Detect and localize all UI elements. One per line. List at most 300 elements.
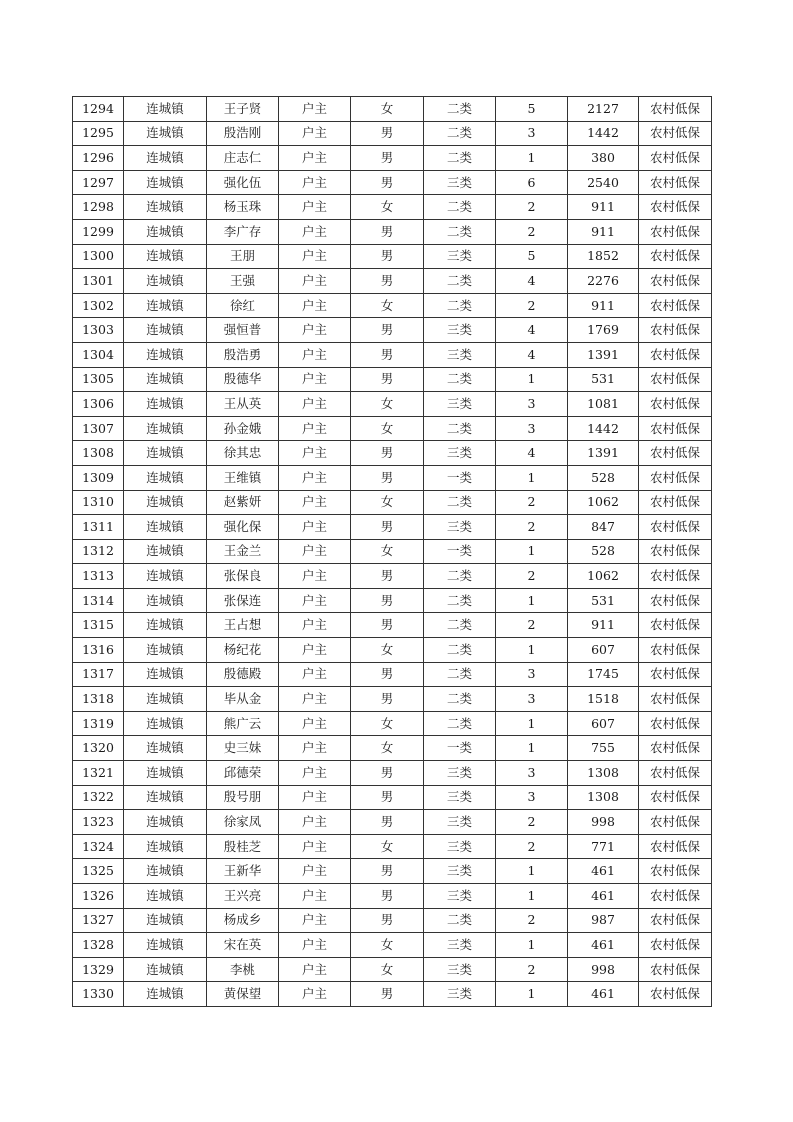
household-size-cell: 2 [496, 219, 568, 244]
household-size-cell: 3 [496, 416, 568, 441]
serial-number-cell: 1321 [73, 761, 124, 786]
category-cell: 三类 [424, 170, 496, 195]
relation-cell: 户主 [279, 293, 351, 318]
town-cell: 连城镇 [124, 392, 207, 417]
amount-cell: 461 [568, 859, 639, 884]
gender-cell: 男 [351, 515, 424, 540]
gender-cell: 男 [351, 367, 424, 392]
table-row [73, 662, 712, 687]
gender-cell: 女 [351, 97, 424, 122]
program-type-cell: 农村低保 [639, 711, 712, 736]
serial-number-cell: 1294 [73, 97, 124, 122]
gender-cell: 男 [351, 982, 424, 1007]
name-cell: 张保连 [207, 588, 279, 613]
relation-cell: 户主 [279, 342, 351, 367]
serial-number-cell: 1297 [73, 170, 124, 195]
table-row [73, 564, 712, 589]
town-cell: 连城镇 [124, 834, 207, 859]
amount-cell: 1062 [568, 564, 639, 589]
town-cell: 连城镇 [124, 884, 207, 909]
program-type-cell: 农村低保 [639, 884, 712, 909]
serial-number-cell: 1316 [73, 638, 124, 663]
town-cell: 连城镇 [124, 342, 207, 367]
relation-cell: 户主 [279, 515, 351, 540]
relation-cell: 户主 [279, 711, 351, 736]
amount-cell: 847 [568, 515, 639, 540]
name-cell: 徐其忠 [207, 441, 279, 466]
household-size-cell: 1 [496, 638, 568, 663]
name-cell: 殷浩勇 [207, 342, 279, 367]
gender-cell: 男 [351, 613, 424, 638]
gender-cell: 男 [351, 342, 424, 367]
gender-cell: 女 [351, 933, 424, 958]
category-cell: 二类 [424, 293, 496, 318]
name-cell: 李桃 [207, 957, 279, 982]
amount-cell: 1769 [568, 318, 639, 343]
serial-number-cell: 1309 [73, 465, 124, 490]
table-row [73, 908, 712, 933]
name-cell: 王从英 [207, 392, 279, 417]
table-row [73, 269, 712, 294]
relation-cell: 户主 [279, 933, 351, 958]
town-cell: 连城镇 [124, 711, 207, 736]
category-cell: 三类 [424, 859, 496, 884]
gender-cell: 男 [351, 170, 424, 195]
amount-cell: 461 [568, 982, 639, 1007]
household-size-cell: 1 [496, 933, 568, 958]
relation-cell: 户主 [279, 810, 351, 835]
amount-cell: 461 [568, 933, 639, 958]
amount-cell: 528 [568, 539, 639, 564]
table-row [73, 170, 712, 195]
program-type-cell: 农村低保 [639, 539, 712, 564]
town-cell: 连城镇 [124, 687, 207, 712]
serial-number-cell: 1295 [73, 121, 124, 146]
program-type-cell: 农村低保 [639, 588, 712, 613]
category-cell: 二类 [424, 711, 496, 736]
name-cell: 徐家凤 [207, 810, 279, 835]
serial-number-cell: 1313 [73, 564, 124, 589]
serial-number-cell: 1311 [73, 515, 124, 540]
gender-cell: 女 [351, 711, 424, 736]
table-row [73, 121, 712, 146]
program-type-cell: 农村低保 [639, 564, 712, 589]
amount-cell: 531 [568, 367, 639, 392]
program-type-cell: 农村低保 [639, 195, 712, 220]
program-type-cell: 农村低保 [639, 342, 712, 367]
name-cell: 李广存 [207, 219, 279, 244]
program-type-cell: 农村低保 [639, 785, 712, 810]
town-cell: 连城镇 [124, 810, 207, 835]
amount-cell: 607 [568, 711, 639, 736]
table-row [73, 613, 712, 638]
town-cell: 连城镇 [124, 662, 207, 687]
program-type-cell: 农村低保 [639, 465, 712, 490]
town-cell: 连城镇 [124, 613, 207, 638]
table-body [73, 97, 712, 1007]
program-type-cell: 农村低保 [639, 367, 712, 392]
relation-cell: 户主 [279, 662, 351, 687]
serial-number-cell: 1299 [73, 219, 124, 244]
table-row [73, 539, 712, 564]
serial-number-cell: 1323 [73, 810, 124, 835]
category-cell: 三类 [424, 785, 496, 810]
program-type-cell: 农村低保 [639, 613, 712, 638]
household-size-cell: 5 [496, 97, 568, 122]
town-cell: 连城镇 [124, 982, 207, 1007]
program-type-cell: 农村低保 [639, 957, 712, 982]
category-cell: 三类 [424, 884, 496, 909]
category-cell: 三类 [424, 392, 496, 417]
town-cell: 连城镇 [124, 933, 207, 958]
relation-cell: 户主 [279, 834, 351, 859]
serial-number-cell: 1328 [73, 933, 124, 958]
household-size-cell: 2 [496, 908, 568, 933]
serial-number-cell: 1312 [73, 539, 124, 564]
serial-number-cell: 1296 [73, 146, 124, 171]
category-cell: 二类 [424, 490, 496, 515]
name-cell: 殷桂芝 [207, 834, 279, 859]
program-type-cell: 农村低保 [639, 490, 712, 515]
household-size-cell: 1 [496, 982, 568, 1007]
amount-cell: 911 [568, 613, 639, 638]
table-row [73, 293, 712, 318]
household-size-cell: 4 [496, 441, 568, 466]
town-cell: 连城镇 [124, 97, 207, 122]
town-cell: 连城镇 [124, 170, 207, 195]
town-cell: 连城镇 [124, 957, 207, 982]
program-type-cell: 农村低保 [639, 269, 712, 294]
category-cell: 三类 [424, 761, 496, 786]
relation-cell: 户主 [279, 269, 351, 294]
household-size-cell: 6 [496, 170, 568, 195]
program-type-cell: 农村低保 [639, 908, 712, 933]
relation-cell: 户主 [279, 490, 351, 515]
table-row [73, 219, 712, 244]
table-row [73, 687, 712, 712]
table-row [73, 318, 712, 343]
amount-cell: 1081 [568, 392, 639, 417]
relation-cell: 户主 [279, 761, 351, 786]
town-cell: 连城镇 [124, 564, 207, 589]
serial-number-cell: 1319 [73, 711, 124, 736]
serial-number-cell: 1300 [73, 244, 124, 269]
gender-cell: 男 [351, 269, 424, 294]
table-row [73, 244, 712, 269]
relation-cell: 户主 [279, 146, 351, 171]
town-cell: 连城镇 [124, 121, 207, 146]
program-type-cell: 农村低保 [639, 170, 712, 195]
town-cell: 连城镇 [124, 195, 207, 220]
name-cell: 强化保 [207, 515, 279, 540]
household-size-cell: 4 [496, 342, 568, 367]
household-size-cell: 1 [496, 884, 568, 909]
amount-cell: 1745 [568, 662, 639, 687]
program-type-cell: 农村低保 [639, 761, 712, 786]
program-type-cell: 农村低保 [639, 810, 712, 835]
town-cell: 连城镇 [124, 490, 207, 515]
category-cell: 二类 [424, 146, 496, 171]
gender-cell: 男 [351, 564, 424, 589]
amount-cell: 1442 [568, 416, 639, 441]
category-cell: 二类 [424, 908, 496, 933]
table-row [73, 588, 712, 613]
gender-cell: 男 [351, 146, 424, 171]
town-cell: 连城镇 [124, 515, 207, 540]
name-cell: 强恒普 [207, 318, 279, 343]
serial-number-cell: 1318 [73, 687, 124, 712]
table-row [73, 834, 712, 859]
name-cell: 王新华 [207, 859, 279, 884]
town-cell: 连城镇 [124, 465, 207, 490]
category-cell: 三类 [424, 834, 496, 859]
table-row [73, 146, 712, 171]
serial-number-cell: 1324 [73, 834, 124, 859]
category-cell: 二类 [424, 269, 496, 294]
relation-cell: 户主 [279, 613, 351, 638]
category-cell: 三类 [424, 244, 496, 269]
table-row [73, 859, 712, 884]
gender-cell: 男 [351, 465, 424, 490]
relation-cell: 户主 [279, 785, 351, 810]
serial-number-cell: 1320 [73, 736, 124, 761]
gender-cell: 女 [351, 638, 424, 663]
serial-number-cell: 1329 [73, 957, 124, 982]
town-cell: 连城镇 [124, 588, 207, 613]
program-type-cell: 农村低保 [639, 293, 712, 318]
table-row [73, 638, 712, 663]
household-size-cell: 1 [496, 859, 568, 884]
name-cell: 史三妹 [207, 736, 279, 761]
gender-cell: 女 [351, 416, 424, 441]
table-row [73, 490, 712, 515]
table-row [73, 711, 712, 736]
serial-number-cell: 1315 [73, 613, 124, 638]
table-row [73, 736, 712, 761]
amount-cell: 771 [568, 834, 639, 859]
town-cell: 连城镇 [124, 219, 207, 244]
program-type-cell: 农村低保 [639, 638, 712, 663]
table-row [73, 982, 712, 1007]
household-size-cell: 3 [496, 392, 568, 417]
table-row [73, 441, 712, 466]
household-size-cell: 2 [496, 515, 568, 540]
gender-cell: 男 [351, 859, 424, 884]
program-type-cell: 农村低保 [639, 515, 712, 540]
relation-cell: 户主 [279, 638, 351, 663]
program-type-cell: 农村低保 [639, 416, 712, 441]
town-cell: 连城镇 [124, 441, 207, 466]
serial-number-cell: 1302 [73, 293, 124, 318]
serial-number-cell: 1310 [73, 490, 124, 515]
town-cell: 连城镇 [124, 269, 207, 294]
household-size-cell: 5 [496, 244, 568, 269]
table-row [73, 195, 712, 220]
category-cell: 一类 [424, 736, 496, 761]
gender-cell: 女 [351, 490, 424, 515]
name-cell: 殷德殿 [207, 662, 279, 687]
serial-number-cell: 1307 [73, 416, 124, 441]
amount-cell: 911 [568, 195, 639, 220]
relation-cell: 户主 [279, 908, 351, 933]
household-size-cell: 4 [496, 318, 568, 343]
name-cell: 殷德华 [207, 367, 279, 392]
amount-cell: 998 [568, 810, 639, 835]
category-cell: 二类 [424, 367, 496, 392]
amount-cell: 461 [568, 884, 639, 909]
table-row [73, 761, 712, 786]
household-size-cell: 1 [496, 711, 568, 736]
amount-cell: 1062 [568, 490, 639, 515]
name-cell: 杨成乡 [207, 908, 279, 933]
name-cell: 王金兰 [207, 539, 279, 564]
serial-number-cell: 1306 [73, 392, 124, 417]
program-type-cell: 农村低保 [639, 244, 712, 269]
relation-cell: 户主 [279, 465, 351, 490]
category-cell: 三类 [424, 982, 496, 1007]
program-type-cell: 农村低保 [639, 318, 712, 343]
amount-cell: 528 [568, 465, 639, 490]
category-cell: 二类 [424, 416, 496, 441]
serial-number-cell: 1304 [73, 342, 124, 367]
category-cell: 二类 [424, 662, 496, 687]
serial-number-cell: 1322 [73, 785, 124, 810]
category-cell: 一类 [424, 539, 496, 564]
relation-cell: 户主 [279, 441, 351, 466]
town-cell: 连城镇 [124, 859, 207, 884]
name-cell: 庄志仁 [207, 146, 279, 171]
program-type-cell: 农村低保 [639, 97, 712, 122]
household-size-cell: 3 [496, 121, 568, 146]
town-cell: 连城镇 [124, 908, 207, 933]
category-cell: 三类 [424, 515, 496, 540]
gender-cell: 男 [351, 121, 424, 146]
relation-cell: 户主 [279, 416, 351, 441]
table-row [73, 884, 712, 909]
table-row [73, 785, 712, 810]
amount-cell: 987 [568, 908, 639, 933]
name-cell: 邱德荣 [207, 761, 279, 786]
serial-number-cell: 1298 [73, 195, 124, 220]
amount-cell: 531 [568, 588, 639, 613]
gender-cell: 男 [351, 318, 424, 343]
relation-cell: 户主 [279, 539, 351, 564]
relation-cell: 户主 [279, 97, 351, 122]
relation-cell: 户主 [279, 170, 351, 195]
relation-cell: 户主 [279, 367, 351, 392]
category-cell: 二类 [424, 97, 496, 122]
amount-cell: 998 [568, 957, 639, 982]
program-type-cell: 农村低保 [639, 933, 712, 958]
gender-cell: 男 [351, 785, 424, 810]
category-cell: 二类 [424, 564, 496, 589]
name-cell: 黄保望 [207, 982, 279, 1007]
amount-cell: 1518 [568, 687, 639, 712]
program-type-cell: 农村低保 [639, 219, 712, 244]
gender-cell: 女 [351, 195, 424, 220]
relation-cell: 户主 [279, 392, 351, 417]
amount-cell: 1852 [568, 244, 639, 269]
household-size-cell: 2 [496, 957, 568, 982]
household-size-cell: 3 [496, 687, 568, 712]
gender-cell: 男 [351, 908, 424, 933]
town-cell: 连城镇 [124, 638, 207, 663]
table-row [73, 515, 712, 540]
gender-cell: 女 [351, 392, 424, 417]
household-size-cell: 2 [496, 810, 568, 835]
town-cell: 连城镇 [124, 146, 207, 171]
program-type-cell: 农村低保 [639, 146, 712, 171]
name-cell: 赵紫妍 [207, 490, 279, 515]
amount-cell: 380 [568, 146, 639, 171]
serial-number-cell: 1330 [73, 982, 124, 1007]
name-cell: 殷浩刚 [207, 121, 279, 146]
relation-cell: 户主 [279, 318, 351, 343]
serial-number-cell: 1301 [73, 269, 124, 294]
name-cell: 徐红 [207, 293, 279, 318]
category-cell: 二类 [424, 195, 496, 220]
category-cell: 三类 [424, 342, 496, 367]
name-cell: 王朋 [207, 244, 279, 269]
amount-cell: 607 [568, 638, 639, 663]
category-cell: 三类 [424, 957, 496, 982]
name-cell: 毕从金 [207, 687, 279, 712]
gender-cell: 男 [351, 761, 424, 786]
town-cell: 连城镇 [124, 244, 207, 269]
town-cell: 连城镇 [124, 367, 207, 392]
name-cell: 孙金娥 [207, 416, 279, 441]
table-row [73, 367, 712, 392]
table-row [73, 957, 712, 982]
town-cell: 连城镇 [124, 318, 207, 343]
household-size-cell: 2 [496, 293, 568, 318]
table-row [73, 933, 712, 958]
amount-cell: 2276 [568, 269, 639, 294]
relation-cell: 户主 [279, 982, 351, 1007]
gender-cell: 女 [351, 957, 424, 982]
gender-cell: 女 [351, 293, 424, 318]
relation-cell: 户主 [279, 884, 351, 909]
serial-number-cell: 1305 [73, 367, 124, 392]
category-cell: 二类 [424, 638, 496, 663]
household-size-cell: 4 [496, 269, 568, 294]
name-cell: 强化伍 [207, 170, 279, 195]
serial-number-cell: 1317 [73, 662, 124, 687]
amount-cell: 1308 [568, 785, 639, 810]
amount-cell: 911 [568, 293, 639, 318]
name-cell: 张保良 [207, 564, 279, 589]
amount-cell: 2540 [568, 170, 639, 195]
household-size-cell: 3 [496, 662, 568, 687]
town-cell: 连城镇 [124, 761, 207, 786]
category-cell: 二类 [424, 687, 496, 712]
amount-cell: 911 [568, 219, 639, 244]
category-cell: 三类 [424, 810, 496, 835]
category-cell: 三类 [424, 441, 496, 466]
category-cell: 二类 [424, 219, 496, 244]
gender-cell: 男 [351, 662, 424, 687]
household-size-cell: 1 [496, 736, 568, 761]
relation-cell: 户主 [279, 588, 351, 613]
category-cell: 二类 [424, 613, 496, 638]
town-cell: 连城镇 [124, 416, 207, 441]
household-size-cell: 1 [496, 367, 568, 392]
name-cell: 杨玉珠 [207, 195, 279, 220]
relation-cell: 户主 [279, 957, 351, 982]
category-cell: 三类 [424, 933, 496, 958]
gender-cell: 男 [351, 810, 424, 835]
amount-cell: 1308 [568, 761, 639, 786]
